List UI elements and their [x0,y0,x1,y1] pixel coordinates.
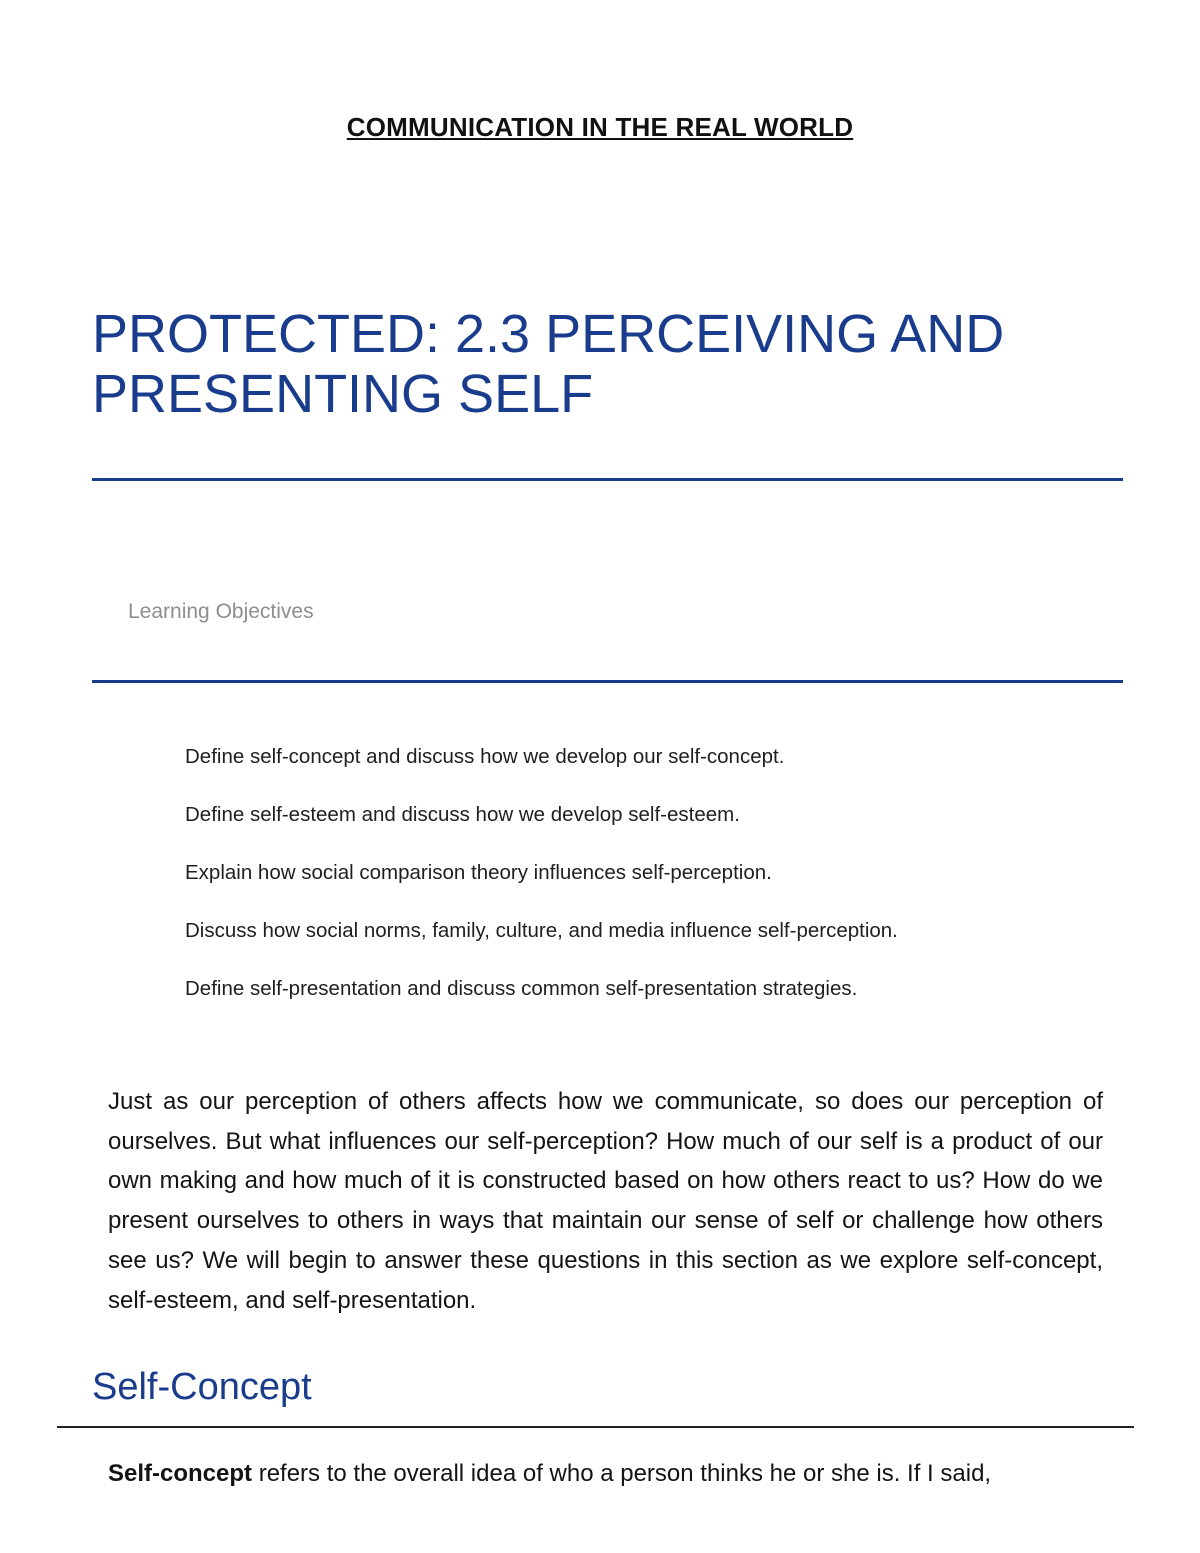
title-divider [92,478,1123,481]
learning-objectives-heading: Learning Objectives [128,600,314,623]
objective-item: Define self-concept and discuss how we develop our self-concept. [185,745,785,768]
objective-item: Explain how social comparison theory influences self-perception. [185,861,772,884]
section-heading-self-concept: Self-Concept [92,1366,312,1408]
objective-item: Discuss how social norms, family, culture, and media influence self-perception. [185,919,898,942]
page-title: PROTECTED: 2.3 PERCEIVING AND PRESENTING SELF [92,304,1005,424]
defined-term: Self-concept [108,1460,253,1487]
definition-text: refers to the overall idea of who a person thinks he or she is. If I said, [252,1460,992,1487]
learning-objectives-list [185,728,898,1018]
section-divider [57,1426,1134,1428]
objective-item: Define self-esteem and discuss how we develop self-esteem. [185,803,740,826]
intro-paragraph: Just as our perception of others affects how we communicate, so does our perception of ourselves. But what influences our self-perception? How much of our self is a product of our own making and how much of it is constructed based on how others react to us? How do we present ourselves to others in ways that maintain our sense of self or challenge how others see us? We will begin to answer these questions in this section as we explore self-concept, self-esteem, and self-presentation. [108,1088,1103,1314]
running-title: COMMUNICATION IN THE REAL WORLD [346,112,854,142]
objectives-divider [92,680,1123,683]
objective-item: Define self-presentation and discuss common self-presentation strategies. [185,977,858,1000]
definition-paragraph [108,1454,1103,1494]
